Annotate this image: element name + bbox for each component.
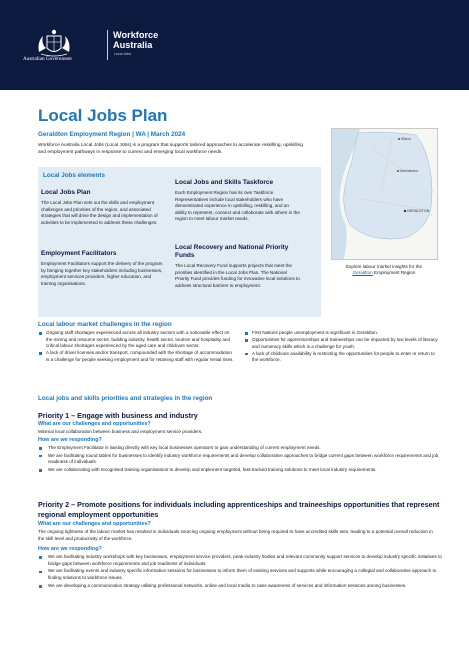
priority-1-challenge: Minimal local collaboration between business and employment service providers. <box>38 429 203 434</box>
map-caption-after: Employment Region <box>374 270 416 276</box>
priority-2-challenge: The ongoing tightness of the labour market has resulted in individuals sourcing ongoing employment without being required to have accredited skills sets, leading to a potential overall reduction in the skill level and productivity of the workforce. <box>38 529 433 541</box>
list-item: We are facilitating round tables for businesses to identify industry workforce requirements and develop collaborative approaches to bridge current gaps between workforce requirements and job readiness of individuals. <box>38 453 442 467</box>
priority-2-challenges-question: What are our challenges and opportunities? <box>38 521 151 527</box>
challenges-heading: Local labour market challenges in the region <box>38 321 172 328</box>
list-item: A lack of childcare availability is restricting the opportunities for people to enter or return to the workforce. <box>244 351 442 364</box>
list-item: We are facilitating industry workshops with key businesses, employment service providers, peak industry bodies and relevant community support services to develop industry specific initiatives to bridge gaps between workforce requirements and job readiness of individuals. <box>38 554 442 568</box>
list-item: Opportunities for apprenticeships and traineeships can be impacted by low levels of literacy and numeracy skills which is a challenge for youth. <box>244 337 442 350</box>
priority-1-response-question: How are we responding? <box>38 437 102 443</box>
map-label-meekatharra: Meekatharra <box>400 169 418 173</box>
priorities-heading: Local jobs and skills priorities and strategies in the region <box>38 395 213 402</box>
facilitators-block <box>41 250 167 287</box>
page-subtitle: Geraldton Employment Region | WA | March 2024 <box>38 131 186 138</box>
government-name: Australian Government <box>23 56 72 62</box>
list-item: First Nations people unemployment is significant in Geraldton. <box>244 330 442 337</box>
list-item: The Employment Facilitator is liaising directly with key local businesses operators to gain understanding of current employment needs. <box>38 445 442 452</box>
geraldton-link[interactable]: Geraldton <box>352 270 373 276</box>
challenges-list-right <box>244 330 442 364</box>
brand-subtitle: Local Jobs <box>114 52 132 56</box>
region-map-graphic <box>332 129 437 259</box>
region-map[interactable] <box>331 128 438 260</box>
local-jobs-elements-panel <box>38 167 321 317</box>
priority-2-title: Priority 2 – Promote positions for individuals including apprenticeships and traineeships opportunities that represent regional employment opportunities <box>38 500 440 519</box>
intro-paragraph: Workforce Australia Local Jobs (Local Jobs) is a program that supports tailored approaches to accelerate reskilling, upskilling and employment pathways in response to current and emerging local workforce needs. <box>38 143 303 155</box>
map-caption <box>327 264 441 277</box>
brand-title: Workforce Australia <box>113 30 159 50</box>
plan-heading: Local Jobs Plan <box>41 189 91 196</box>
priority-1-title: Priority 1 – Engage with business and industry <box>38 411 198 420</box>
map-label-wiluna: Wiluna <box>401 137 411 141</box>
priority-2-response-question: How are we responding? <box>38 546 102 552</box>
page-title: Local Jobs Plan <box>38 106 168 125</box>
funds-text: The Local Recovery Fund supports projects that meet the priorities identified in the Local Jobs Plan. The National Priority Fund provides funding for innovative local solutions to address structural barriers to employment. <box>175 263 300 288</box>
taskforce-text: Each Employment Region has its own Taskforce. Representatives include local stakeholders who have demonstrated experience in upskilling, reskilling, and an ability to represent, connect and collaborate with others in the region to meet labour market needs. <box>175 190 300 222</box>
list-item: We are collaborating with recognised training organisations to develop and implement targeted, fast-tracked training solutions to meet local industry requirements. <box>38 467 442 474</box>
header-banner <box>0 0 469 90</box>
funds-block <box>175 244 301 289</box>
list-item: We are facilitating events and industry specific information sessions for businesses to inform them of existing services and supports while encouraging a collegial and collaborative approach to finding solutions to workforce issues. <box>38 568 442 582</box>
priority-1-responses <box>38 445 442 474</box>
challenges-list-left <box>38 330 235 364</box>
map-caption-before: Explore labour market insights for the <box>345 264 423 269</box>
funds-heading: Local Recovery and National Priority Funds <box>175 244 289 259</box>
map-label-geraldton: GERALDTON <box>407 209 430 213</box>
taskforce-block <box>175 179 301 223</box>
facilitators-text: Employment Facilitators support the delivery of the program by bringing together key stakeholders including businesses, employment services providers, higher education, and training organisations. <box>41 261 163 286</box>
taskforce-heading: Local Jobs and Skills Taskforce <box>175 179 274 186</box>
priority-2-responses <box>38 554 442 590</box>
plan-text: The Local Jobs Plan sets out the skills and employment challenges and priorities of the region, and associated strategies that will drive the design and implementation of activities to be implemented to address these challenges. <box>41 200 158 225</box>
facilitators-heading: Employment Facilitators <box>41 250 117 257</box>
list-item: A lack of driver licenses and/or transport, compounded with the shortage of accommodation is a challenge for people seeking employment and for retaining staff with regular rental rises. <box>38 350 235 363</box>
plan-block <box>41 189 167 226</box>
list-item: Ongoing staff shortages experienced across all industry sectors with a noticeable effect on the mining and resource sector, building industry, health sector, tourism and hospitality and critical labour shortages experienced by the aged care and childcare sector. <box>38 330 235 350</box>
panel-heading: Local Jobs elements <box>43 172 105 179</box>
header-divider <box>107 30 108 60</box>
priority-1-challenges-question: What are our challenges and opportunities? <box>38 421 151 427</box>
list-item: We are developing a communication strategy utilising professional networks, online and local media to raise awareness of services and information sessions among businesses. <box>38 583 442 590</box>
